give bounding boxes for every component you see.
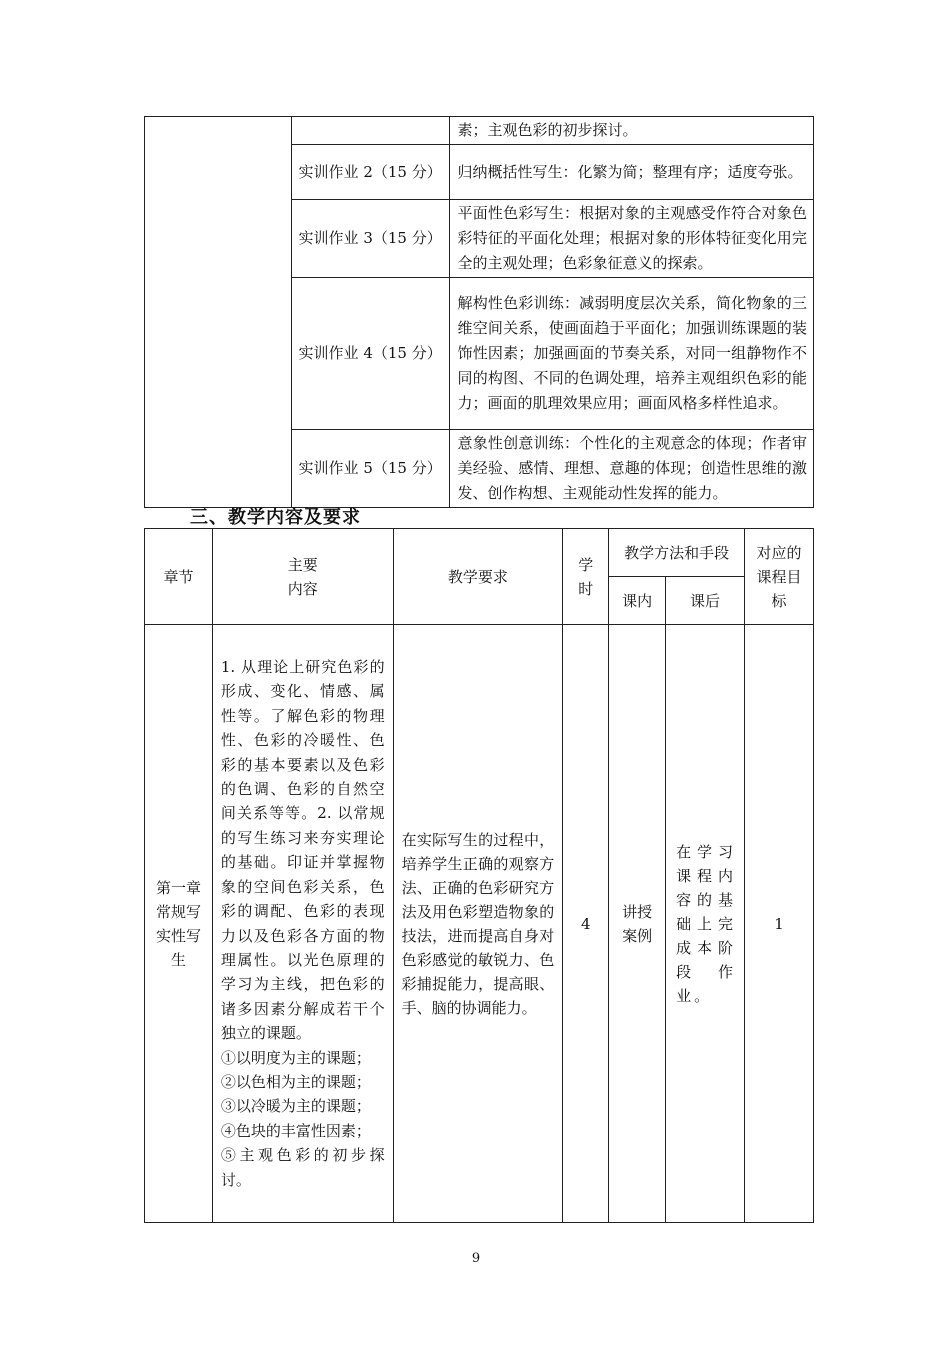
- header-requirement: 教学要求: [393, 529, 563, 625]
- header-in-class: 课内: [609, 577, 666, 625]
- header-hours: 学 时: [563, 529, 609, 625]
- assignment-name: 实训作业 5（15 分）: [291, 430, 449, 508]
- assignment-desc: 解构性色彩训练：减弱明度层次关系，简化物象的三维空间关系，使画面趋于平面化；加强训练课题的装饰性因素；加强画面的节奏关系，对同一组静物作不同的构图、不同的色调处理，培养主观组织色彩的能力；画面的肌理效果应用；画面风格多样性追求。: [449, 278, 813, 430]
- assignment-name: 实训作业 4（15 分）: [291, 278, 449, 430]
- assignment-table: [144, 116, 814, 508]
- header-after-class: 课后: [666, 577, 745, 625]
- assignment-name: 实训作业 2（15 分）: [291, 145, 449, 200]
- table-row: [145, 625, 814, 1223]
- header-row: [145, 529, 814, 577]
- table-row: [145, 117, 814, 145]
- after-class-cell: 在学习课程内容的基础上完成本阶段作业。: [666, 625, 745, 1223]
- hours-cell: 4: [563, 625, 609, 1223]
- header-chapter: 章节: [145, 529, 213, 625]
- header-content: 主要 内容: [212, 529, 393, 625]
- sub-item: ①以明度为主的课题；: [220, 1048, 371, 1067]
- objective-cell: 1: [745, 625, 814, 1223]
- sub-item: ④色块的丰富性因素；: [220, 1121, 371, 1140]
- assignment-desc: 素；主观色彩的初步探讨。: [449, 117, 813, 145]
- requirement-cell: 在实际写生的过程中，培养学生正确的观察方法、正确的色彩研究方法及用色彩塑造物象的技法，进而提高自身对色彩感觉的敏锐力、色彩捕捉能力，提高眼、手、脑的协调能力。: [393, 625, 563, 1223]
- assignment-desc: 意象性创意训练：个性化的主观意念的体现；作者审美经验、感情、理想、意趣的体现；创造性思维的激发、创作构想、主观能动性发挥的能力。: [449, 430, 813, 508]
- sub-item: ⑤主观色彩的初步探讨。: [220, 1146, 385, 1189]
- content-cell: [212, 625, 393, 1223]
- in-class-cell: 讲授 案例: [609, 625, 666, 1223]
- header-method: 教学方法和手段: [609, 529, 745, 577]
- assignment-desc: 平面性色彩写生：根据对象的主观感受作符合对象色彩特征的平面化处理；根据对象的形体特征变化用完全的主观处理；色彩象征意义的探索。: [449, 200, 813, 278]
- teaching-content-table: [144, 528, 814, 1223]
- sub-item: ②以色相为主的课题；: [220, 1072, 371, 1091]
- content-text: 1. 从理论上研究色彩的形成、变化、情感、属性等。了解色彩的物理性、色彩的冷暖性、色彩的基本要素以及色彩的色调、色彩的自然空间关系等等。2. 以常规的写生练习来夯实理论的基础。印证并掌握物象的空间色彩关系，色彩的调配、色彩的表现力以及色彩各方面的物理属性。以光色原理的学习为主线，把色彩的诸多因素分解成若干个独立的课题。: [220, 658, 385, 1043]
- assignment-name: 实训作业 3（15 分）: [291, 200, 449, 278]
- sub-item: ③以冷暖为主的课题；: [220, 1097, 371, 1116]
- section-heading: 三、教学内容及要求: [190, 507, 361, 528]
- header-objective: 对应的课程目标: [745, 529, 814, 625]
- assignment-name: [291, 117, 449, 145]
- blank-merged-cell: [145, 117, 292, 508]
- chapter-cell: 第一章常规写实性写生: [145, 625, 213, 1223]
- assignment-desc: 归纳概括性写生：化繁为简；整理有序；适度夸张。: [449, 145, 813, 200]
- page-number: 9: [471, 1251, 481, 1266]
